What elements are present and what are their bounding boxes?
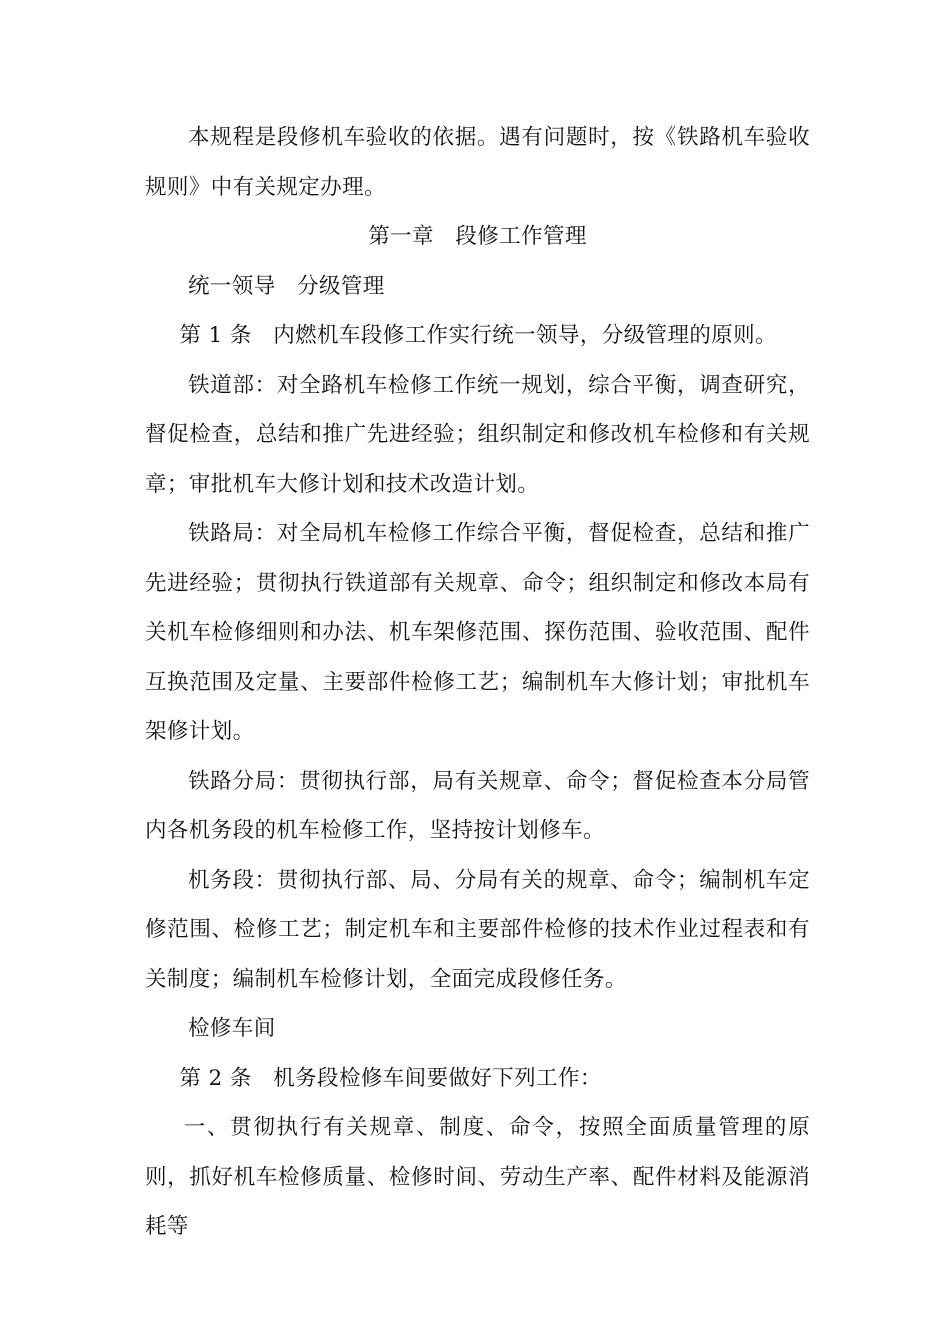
- section-heading-1-right: 分级管理: [297, 273, 385, 299]
- chapter-title: 段修工作管理: [455, 224, 587, 249]
- article-1: [145, 311, 810, 361]
- list-item-1: 一、贯彻执行有关规章、制度、命令，按照全面质量管理的原则，抓好机车检修质量、检修时间、劳动生产率、配件材料及能源消耗等: [145, 1115, 810, 1239]
- document-page: [145, 113, 810, 1252]
- chapter-heading: [145, 212, 810, 262]
- article-2: [145, 1054, 810, 1104]
- article-1-label: 第 1 条: [179, 323, 252, 348]
- section-heading-2: 检修车间: [188, 1016, 276, 1041]
- article-1-text: 内燃机车段修工作实行统一领导，分级管理的原则。: [273, 323, 777, 348]
- paragraph-railway-bureau: 铁路局：对全局机车检修工作综合平衡，督促检查，总结和推广先进经验；贯彻执行铁道部有关规章、命令；组织制定和修改本局有关机车检修细则和办法、机车架修范围、探伤范围、验收范围、配件互换范围及定量、主要部件检修工艺；编制机车大修计划；审批机车架修计划。: [145, 521, 810, 744]
- article-2-text: 机务段检修车间要做好下列工作：: [273, 1065, 602, 1091]
- section-heading-1: [145, 262, 810, 312]
- paragraph-ministry: 铁道部：对全路机车检修工作统一规划，综合平衡，调查研究，督促检查，总结和推广先进经验；组织制定和修改机车检修和有关规章；审批机车大修计划和技术改造计划。: [145, 372, 810, 497]
- paragraph-sub-bureau: 铁路分局：贯彻执行部，局有关规章、命令；督促检查本分局管内各机务段的机车检修工作，坚持按计划修车。: [145, 768, 810, 843]
- article-2-label: 第 2 条: [179, 1065, 252, 1091]
- chapter-number: 第一章: [368, 224, 434, 249]
- section-heading-1-left: 统一领导: [188, 273, 276, 299]
- paragraph-depot: 机务段：贯彻执行部、局、分局有关的规章、命令；编制机车定修范围、检修工艺；制定机车和主要部件检修的技术作业过程表和有关制度；编制机车检修计划，全面完成段修任务。: [145, 867, 810, 992]
- intro-paragraph: 本规程是段修机车验收的依据。遇有问题时，按《铁路机车验收规则》中有关规定办理。: [145, 125, 810, 200]
